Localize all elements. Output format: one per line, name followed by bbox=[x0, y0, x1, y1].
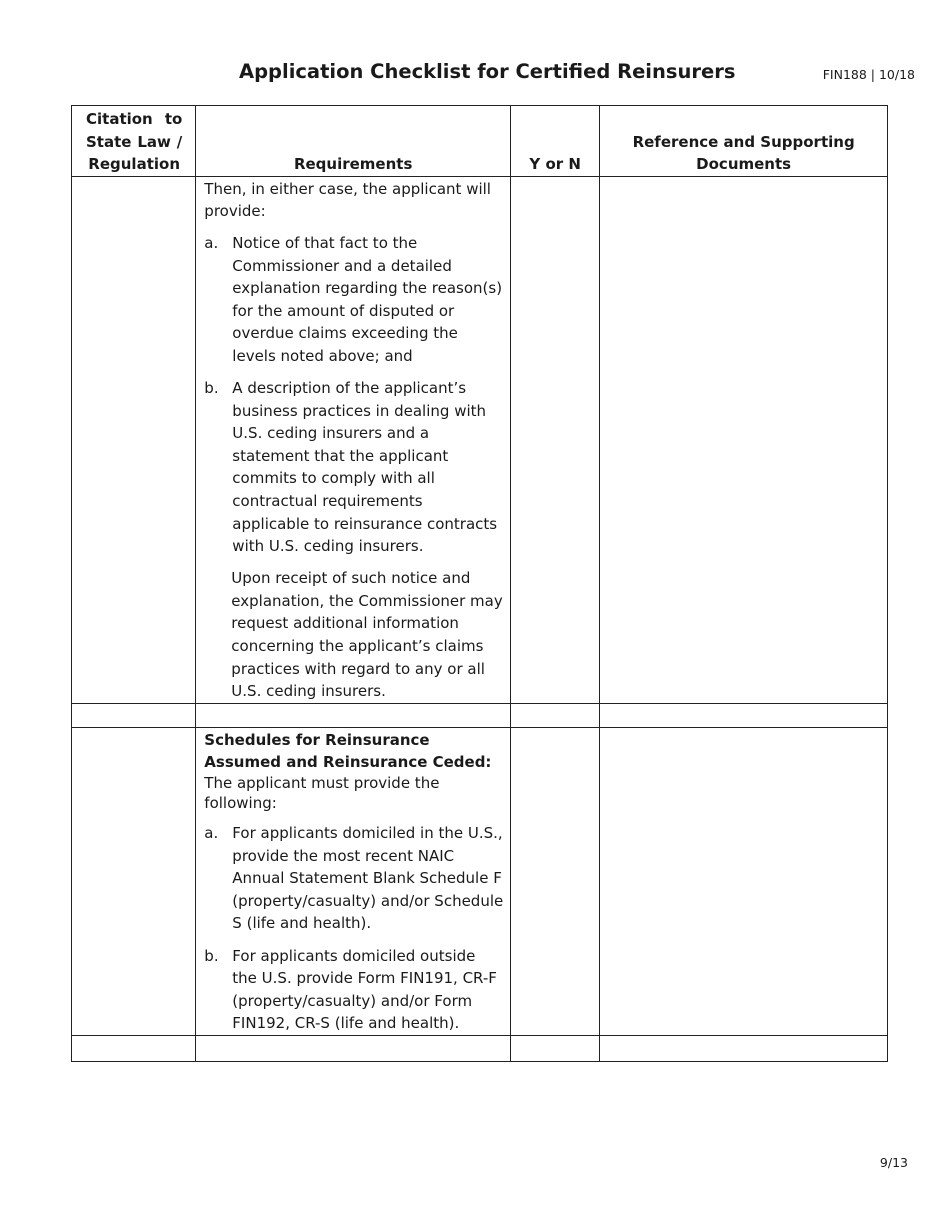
column-header-y-or-n: Y or N bbox=[511, 106, 600, 177]
list-marker: a. bbox=[204, 824, 219, 843]
list-item-text: For applicants domiciled in the U.S., provide the most recent NAIC Annual Statement Blank Schedule F (property/casualty) and/or Schedule S (life and health). bbox=[232, 824, 504, 933]
column-header-citation bbox=[72, 106, 196, 177]
list-item-text: For applicants domiciled outside the U.S. provide Form FIN191, CR-F (property/casualty) and/or Form FIN192, CR-S (life and health). bbox=[232, 946, 497, 1033]
empty-row bbox=[72, 1035, 888, 1061]
y-or-n-cell[interactable] bbox=[511, 703, 600, 727]
column-header-requirements: Requirements bbox=[196, 106, 511, 177]
empty-row bbox=[72, 703, 888, 727]
table-row bbox=[72, 176, 888, 703]
y-or-n-cell[interactable] bbox=[511, 1035, 600, 1061]
citation-cell bbox=[72, 1035, 196, 1061]
table-row bbox=[72, 727, 888, 1035]
list-item bbox=[204, 377, 504, 558]
reference-cell[interactable] bbox=[600, 727, 888, 1035]
list-item bbox=[204, 232, 504, 368]
page-title: Application Checklist for Certified Reinsurers bbox=[239, 60, 736, 83]
requirements-cell bbox=[196, 176, 511, 703]
section-heading: Schedules for Reinsurance Assumed and Reinsurance Ceded: bbox=[204, 730, 492, 772]
citation-cell bbox=[72, 176, 196, 703]
citation-cell bbox=[72, 703, 196, 727]
requirements-cell bbox=[196, 1035, 511, 1061]
requirement-intro: Then, in either case, the applicant will provide: bbox=[204, 179, 491, 221]
requirement-intro: The applicant must provide the following: bbox=[204, 774, 440, 812]
citation-header-line-3: Regulation bbox=[88, 155, 180, 174]
citation-header-line-2: State Law / bbox=[86, 132, 183, 151]
reference-cell[interactable] bbox=[600, 176, 888, 703]
form-id: FIN188 | 10/18 bbox=[822, 67, 915, 82]
requirements-cell bbox=[196, 703, 511, 727]
checklist-table bbox=[71, 105, 888, 1062]
requirements-cell bbox=[196, 727, 511, 1035]
list-item bbox=[204, 945, 504, 1035]
y-or-n-cell[interactable] bbox=[511, 176, 600, 703]
reference-cell[interactable] bbox=[600, 703, 888, 727]
list-marker: b. bbox=[204, 379, 219, 398]
list-marker: b. bbox=[204, 946, 219, 965]
column-header-reference: Reference and Supporting Documents bbox=[600, 106, 888, 177]
citation-header-line-1: Citation to bbox=[86, 110, 183, 128]
list-item bbox=[204, 822, 504, 935]
reference-cell[interactable] bbox=[600, 1035, 888, 1061]
y-or-n-cell[interactable] bbox=[511, 727, 600, 1035]
list-marker: a. bbox=[204, 233, 219, 252]
list-item-text: Notice of that fact to the Commissioner and a detailed explanation regarding the reason(s) for the amount of disputed or overdue claims exceeding the levels noted above; and bbox=[232, 233, 503, 365]
table-header-row bbox=[72, 106, 888, 177]
requirement-followup: Upon receipt of such notice and explanation, the Commissioner may request additional information concerning the applicant’s claims practices with regard to any or all U.S. ceding insurers. bbox=[231, 569, 503, 701]
page-number: 9/13 bbox=[879, 1155, 908, 1170]
citation-cell bbox=[72, 727, 196, 1035]
list-item-text: A description of the applicant’s business practices in dealing with U.S. ceding insurers and a statement that the applicant commits to comply with all contractual requirements applicable to reinsurance contracts with U.S. ceding insurers. bbox=[232, 379, 498, 556]
